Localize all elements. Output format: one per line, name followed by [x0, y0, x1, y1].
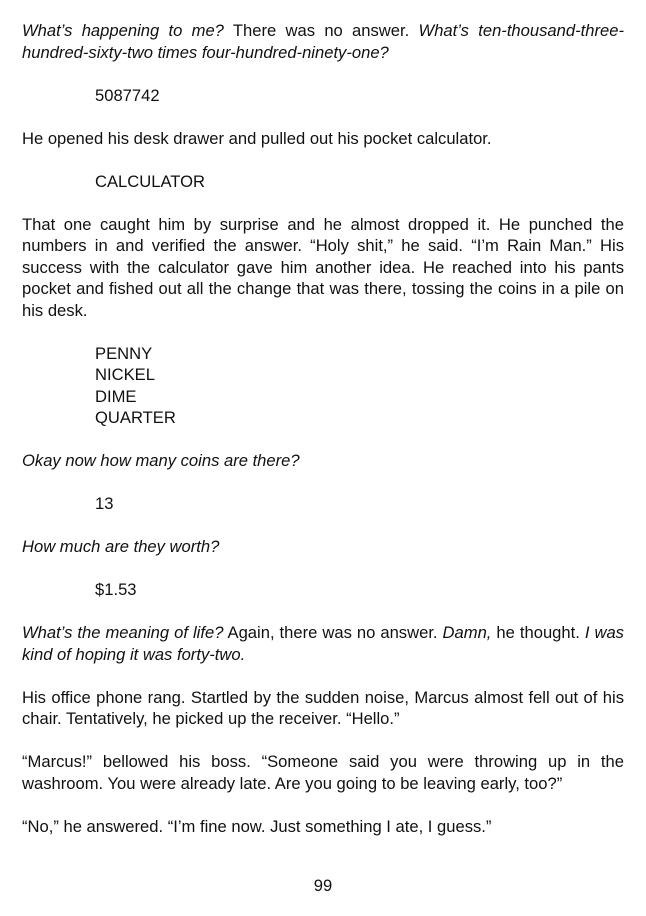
answer-13: 13: [95, 494, 114, 513]
paragraph-3: That one caught him by surprise and he almost dropped it. He punched the numbers in and verified the answer. “Holy shit,” he said. “I’m Rain Man.” His success with the calculator gave him another idea. He reached into his pants pocket and fished out all the change that was there, tossing the coins in a pile on his desk.: [22, 214, 624, 320]
thought-text: How much are they worth?: [22, 537, 220, 556]
narration-text: There was no answer.: [223, 21, 419, 40]
coin-item: PENNY: [95, 343, 153, 363]
answer-5087742: 5087742: [95, 85, 160, 105]
paragraph-5: [22, 536, 624, 558]
coin-item: DIME: [95, 386, 137, 406]
paragraph-6: [22, 622, 624, 665]
coin-list: [22, 343, 624, 429]
thought-text: What’s the meaning of life?: [22, 623, 224, 642]
thought-text: What’s happening to me?: [22, 21, 224, 40]
paragraph-4: [22, 450, 624, 472]
paragraph-2: He opened his desk drawer and pulled out his pocket calculator.: [22, 128, 492, 148]
thought-text: Okay now how many coins are there?: [22, 451, 300, 470]
coin-item: QUARTER: [95, 408, 176, 427]
answer-calculator: CALCULATOR: [95, 171, 206, 191]
answer-1-53: $1.53: [95, 580, 137, 599]
narration-text: Again, there was no answer.: [223, 623, 443, 642]
page-number: 99: [313, 876, 333, 895]
paragraph-8: “Marcus!” bellowed his boss. “Someone said you were throwing up in the washroom. You were already late. Are you going to be leaving early, too?”: [22, 752, 624, 793]
paragraph-9: “No,” he answered. “I’m fine now. Just something I ate, I guess.”: [22, 816, 492, 836]
thought-text: What’s ten-thousand-three-hundred-sixty-two times four-hundred-ninety-one?: [22, 21, 624, 62]
paragraph-1: [22, 20, 624, 63]
thought-text: Damn,: [442, 623, 492, 642]
paragraph-7: His office phone rang. Startled by the sudden noise, Marcus almost fell out of his chair. Tentatively, he picked up the receiver. “Hello.”: [22, 687, 624, 728]
page-body: [22, 20, 624, 859]
narration-text: he thought.: [491, 623, 585, 642]
coin-item: NICKEL: [95, 365, 155, 384]
thought-text: I was kind of hoping it was forty-two.: [22, 623, 624, 664]
